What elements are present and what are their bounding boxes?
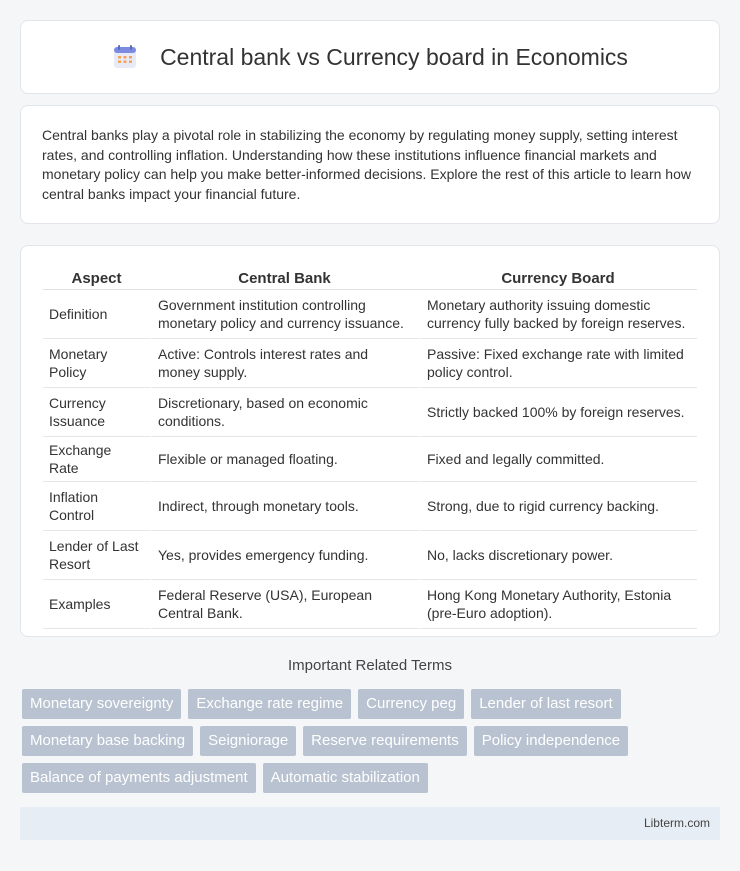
- row-aspect: Currency Issuance: [43, 388, 150, 437]
- row-currency-board: Hong Kong Monetary Authority, Estonia (pre-Euro adoption).: [419, 580, 697, 629]
- header-aspect: Aspect: [43, 266, 150, 290]
- tag[interactable]: Exchange rate regime: [188, 689, 351, 719]
- page-title: Central bank vs Currency board in Economics: [160, 43, 628, 70]
- tag[interactable]: Automatic stabilization: [263, 763, 428, 793]
- row-currency-board: No, lacks discretionary power.: [419, 531, 697, 580]
- tag[interactable]: Balance of payments adjustment: [22, 763, 256, 793]
- row-central-bank: Yes, provides emergency funding.: [150, 531, 419, 580]
- table-row: [43, 482, 697, 531]
- table-header-row: [43, 266, 697, 290]
- row-aspect: Exchange Rate: [43, 437, 150, 482]
- table-row: [43, 290, 697, 339]
- header-currency-board: Currency Board: [419, 266, 697, 290]
- table-row: [43, 531, 697, 580]
- tag[interactable]: Monetary base backing: [22, 726, 193, 756]
- row-currency-board: Monetary authority issuing domestic currency fully backed by foreign reserves.: [419, 290, 697, 339]
- table-row: [43, 339, 697, 388]
- row-currency-board: Fixed and legally committed.: [419, 437, 697, 482]
- footer: [20, 807, 720, 840]
- row-central-bank: Flexible or managed floating.: [150, 437, 419, 482]
- header-central-bank: Central Bank: [150, 266, 419, 290]
- tag[interactable]: Monetary sovereignty: [22, 689, 181, 719]
- title-card: [20, 20, 720, 94]
- intro-text: Central banks play a pivotal role in stabilizing the economy by regulating money supply, setting interest rates, and controlling inflation. Understanding how these institutions influence financial markets and monetary policy can help you make better-informed decisions. Explore the rest of this article to learn how central banks impact your financial future.: [42, 127, 691, 202]
- row-aspect: Lender of Last Resort: [43, 531, 150, 580]
- row-central-bank: Indirect, through monetary tools.: [150, 482, 419, 531]
- row-currency-board: Strong, due to rigid currency backing.: [419, 482, 697, 531]
- comparison-table: [43, 266, 697, 629]
- row-aspect: Monetary Policy: [43, 339, 150, 388]
- tag[interactable]: Seigniorage: [200, 726, 296, 756]
- tag[interactable]: Policy independence: [474, 726, 628, 756]
- footer-site[interactable]: Libterm.com: [643, 816, 710, 830]
- row-aspect: Inflation Control: [43, 482, 150, 531]
- comparison-table-card: [20, 245, 720, 637]
- row-central-bank: Discretionary, based on economic conditions.: [150, 388, 419, 437]
- calendar-icon: [112, 44, 138, 70]
- table-row: [43, 437, 697, 482]
- row-central-bank: Active: Controls interest rates and money supply.: [150, 339, 419, 388]
- row-central-bank: Federal Reserve (USA), European Central Bank.: [150, 580, 419, 629]
- tag[interactable]: Reserve requirements: [303, 726, 467, 756]
- table-row: [43, 580, 697, 629]
- row-currency-board: Strictly backed 100% by foreign reserves.: [419, 388, 697, 437]
- row-currency-board: Passive: Fixed exchange rate with limited policy control.: [419, 339, 697, 388]
- related-terms-tags: [22, 689, 722, 793]
- related-terms-title: Important Related Terms: [288, 657, 452, 674]
- tag[interactable]: Currency peg: [358, 689, 464, 719]
- row-aspect: Examples: [43, 580, 150, 629]
- tag[interactable]: Lender of last resort: [471, 689, 620, 719]
- row-central-bank: Government institution controlling monetary policy and currency issuance.: [150, 290, 419, 339]
- row-aspect: Definition: [43, 290, 150, 339]
- intro-card: [20, 105, 720, 224]
- table-row: [43, 388, 697, 437]
